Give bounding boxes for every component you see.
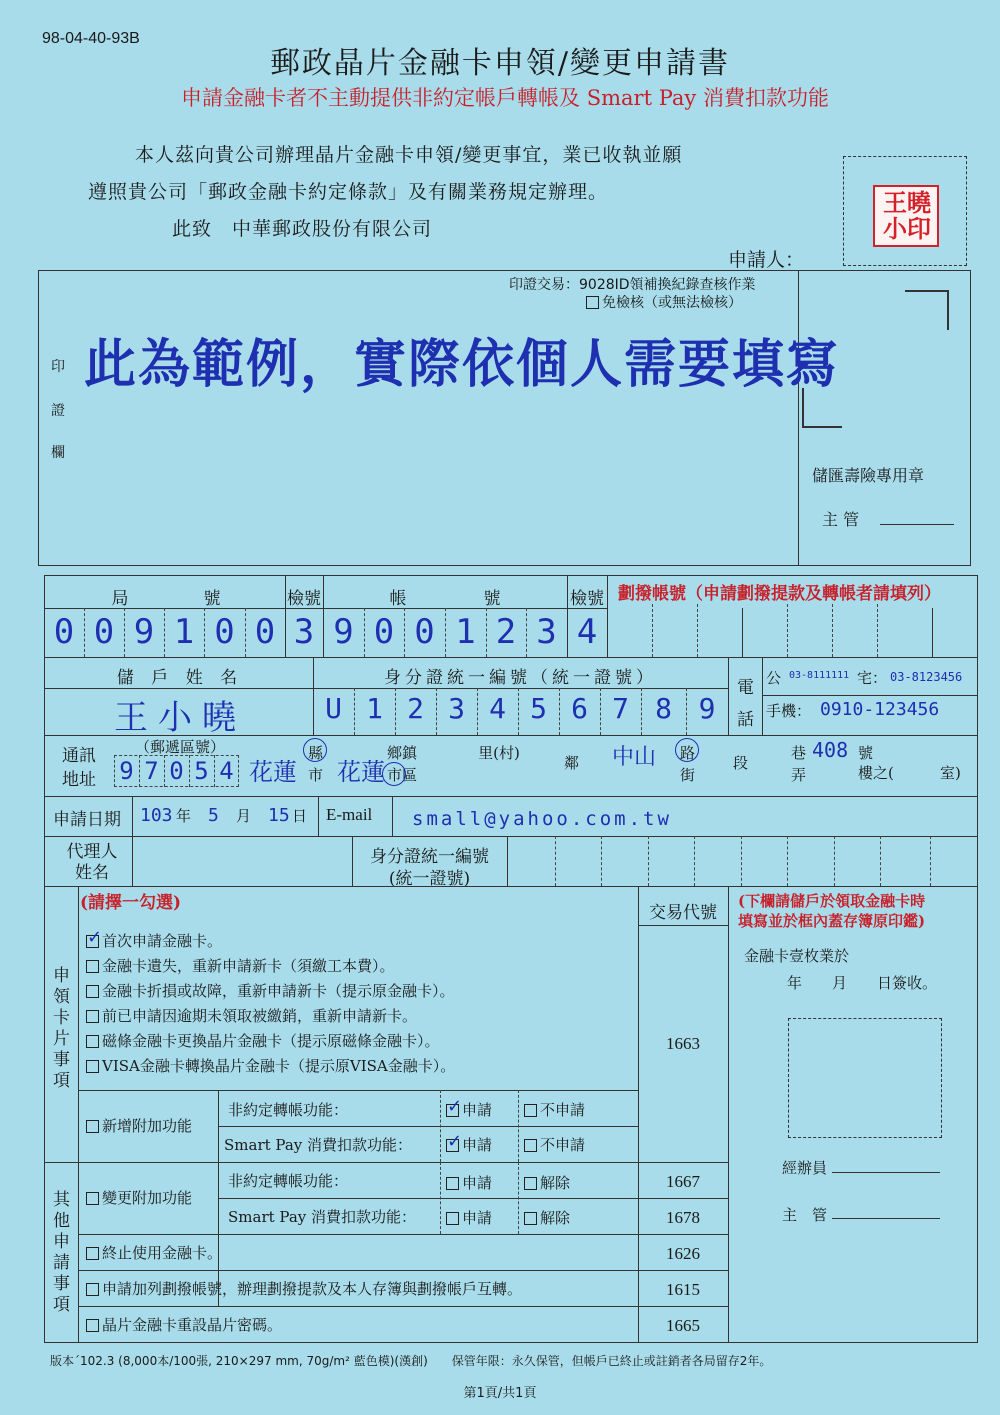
office-phone-value[interactable]: 03-8111111 xyxy=(789,670,850,681)
apply-option-4-label: 前已申請因逾期未領取被繳銷，重新申請新卡。 xyxy=(102,1007,418,1025)
change-nontransfer-apply-checkbox[interactable] xyxy=(446,1177,459,1190)
reset-label: 晶片金融卡重設晶片密碼。 xyxy=(102,1316,283,1334)
account-digit-9[interactable]: 0 xyxy=(373,612,395,652)
agent-label: 代理人姓名 xyxy=(66,842,118,883)
change-label: 變更附加功能 xyxy=(102,1189,193,1207)
panel-label-2: 證 xyxy=(51,403,65,419)
account-digit-13[interactable]: 3 xyxy=(536,612,557,652)
apply-option-1-checkbox[interactable] xyxy=(86,935,99,948)
change-option[interactable] xyxy=(86,1187,192,1208)
addon-smartpay-label: Smart Pay 消費扣款功能： xyxy=(224,1136,413,1154)
addon-option[interactable] xyxy=(86,1115,192,1136)
header-account: 帳 xyxy=(389,589,407,609)
addon-smartpay-noapply-label: 不申請 xyxy=(540,1136,586,1154)
addon-smartpay-noapply-checkbox[interactable] xyxy=(524,1139,537,1152)
zip-label: （郵遞區號） xyxy=(135,738,226,756)
lane-label: 巷弄 xyxy=(791,744,807,784)
county-circle xyxy=(303,738,327,762)
id-digit-5[interactable]: 4 xyxy=(489,692,506,725)
road-value[interactable]: 中山 xyxy=(612,745,657,770)
receipt-note-1: (下欄請儲戶於領取金融卡時 xyxy=(738,892,926,910)
mobile-label: 手機： xyxy=(766,702,812,720)
code-addtransfer: 1615 xyxy=(666,1280,700,1299)
verify-line-2 xyxy=(586,292,742,312)
print-info: 版本ˊ102.3 (8,000本/100張, 210×297 mm, 70g/m² 藍色模)(漢創) 保管年限：永久保管，但帳戶已終止或註銷者各局留存2年。 xyxy=(50,1354,772,1368)
account-digit-5[interactable]: 0 xyxy=(214,612,235,652)
date-year[interactable]: 103 xyxy=(140,805,173,826)
apply-option-5-label: 磁條金融卡更換晶片金融卡（提示原磁條金融卡）。 xyxy=(102,1032,440,1050)
office-phone-label: 公 xyxy=(766,669,782,687)
no-verify-checkbox[interactable] xyxy=(586,296,599,309)
transfer-header: 劃撥帳號（申請劃撥提款及轉帳者請填列） xyxy=(618,584,941,604)
number-label: 號 xyxy=(858,744,874,762)
id-digit-2[interactable]: 1 xyxy=(366,692,383,725)
stamp-corner-bottom xyxy=(802,388,842,428)
header-office-no: 號 xyxy=(203,589,221,609)
stamp-corner-top xyxy=(905,290,949,330)
page-title: 郵政晶片金融卡申領/變更申請書 xyxy=(269,46,731,81)
code-main: 1663 xyxy=(666,1034,700,1053)
id-digit-7[interactable]: 6 xyxy=(571,692,588,725)
form-code: 98-04-40-93B xyxy=(42,30,140,47)
applicant-label: 申請人： xyxy=(728,249,805,271)
apply-option-1-label: 首次申請金融卡。 xyxy=(102,932,223,950)
county-value[interactable]: 花蓮 xyxy=(249,758,297,786)
change-nontransfer-label: 非約定轉帳功能： xyxy=(228,1172,349,1190)
apply-option-2-checkbox[interactable] xyxy=(86,960,99,973)
addon-nontransfer-noapply-checkbox[interactable] xyxy=(524,1104,537,1117)
section-label: 段 xyxy=(733,754,749,772)
addon-nontransfer-noapply[interactable] xyxy=(524,1099,585,1120)
neighborhood-label: 鄰 xyxy=(564,754,580,772)
code-nontransfer: 1667 xyxy=(666,1172,700,1191)
email-value[interactable]: small@yahoo.com.tw xyxy=(412,808,672,830)
account-digit-12[interactable]: 2 xyxy=(495,612,517,652)
account-digit-1[interactable]: 0 xyxy=(53,612,75,652)
zip-digit-2[interactable]: 7 xyxy=(144,757,159,785)
code-terminate: 1626 xyxy=(666,1244,700,1263)
terminate-checkbox[interactable] xyxy=(86,1247,99,1260)
intro-line-3: 此致 中華郵政股份有限公司 xyxy=(172,218,433,240)
verify-line-2-text: 免檢核（或無法檢核） xyxy=(602,295,742,311)
addtransfer-label: 申請加列劃撥帳號，辦理劃撥提款及本人存簿與劃撥帳戶互轉。 xyxy=(102,1280,523,1298)
zip-digit-5[interactable]: 4 xyxy=(219,757,234,785)
village-label: 里(村) xyxy=(478,744,520,762)
address-label: 通訊地址 xyxy=(62,746,96,790)
addtransfer-checkbox[interactable] xyxy=(86,1283,99,1296)
apply-option-4[interactable] xyxy=(86,1005,417,1026)
agent-id-label-1: 身分證統一編號 xyxy=(370,847,489,867)
applicant-seal xyxy=(873,185,939,247)
receipt-line-2: 年 月 日簽收。 xyxy=(787,974,938,992)
change-smartpay-label: Smart Pay 消費扣款功能： xyxy=(228,1208,417,1226)
intro-line-2: 遵照貴公司「郵政金融卡約定條款」及有關業務規定辦理。 xyxy=(88,181,609,203)
id-label: 身分證統一編號（統一證號） xyxy=(384,668,657,688)
apply-option-4-checkbox[interactable] xyxy=(86,1010,99,1023)
seal-text: 王曉小印 xyxy=(883,189,931,243)
city-circle xyxy=(382,762,406,786)
change-smartpay-cancel-checkbox[interactable] xyxy=(524,1212,537,1225)
code-header: 交易代號 xyxy=(649,903,717,923)
account-digit-7[interactable]: 3 xyxy=(293,612,315,652)
change-smartpay-apply-checkbox[interactable] xyxy=(446,1212,459,1225)
addon-smartpay-apply-checkbox[interactable] xyxy=(446,1139,459,1152)
date-day[interactable]: 15 xyxy=(268,805,290,826)
id-digit-8[interactable]: 7 xyxy=(612,692,629,725)
id-digit-1[interactable]: U xyxy=(325,692,342,725)
floor-label: 樓之( xyxy=(858,764,894,782)
account-digit-11[interactable]: 1 xyxy=(455,612,476,652)
subtitle-notice: 申請金融卡者不主動提供非約定帳戶轉帳及 Smart Pay 消費扣款功能 xyxy=(181,86,829,110)
road-circle xyxy=(675,738,699,762)
addon-smartpay-apply-label: 申請 xyxy=(462,1136,493,1154)
apply-option-3[interactable] xyxy=(86,980,455,1001)
change-smartpay-cancel-label: 解除 xyxy=(540,1209,571,1227)
date-label: 申請日期 xyxy=(53,810,121,830)
id-digit-6[interactable]: 5 xyxy=(530,692,547,725)
addon-nontransfer-apply-checkbox[interactable] xyxy=(446,1104,459,1117)
account-digit-3[interactable]: 9 xyxy=(133,612,155,652)
panel-label-1: 印 xyxy=(51,359,65,375)
name-label: 儲 戶 姓 名 xyxy=(116,668,244,688)
account-digit-2[interactable]: 0 xyxy=(93,612,115,652)
apply-option-1[interactable] xyxy=(86,930,222,951)
addon-checkbox[interactable] xyxy=(86,1120,99,1133)
header-account-no: 號 xyxy=(483,589,501,609)
change-nontransfer-apply-label: 申請 xyxy=(462,1174,493,1192)
home-phone-value[interactable]: 03-8123456 xyxy=(890,670,963,684)
addon-nontransfer-apply[interactable] xyxy=(446,1099,492,1120)
addon-label: 新增附加功能 xyxy=(102,1117,193,1135)
account-digit-8[interactable]: 9 xyxy=(333,612,354,652)
addon-nontransfer-apply-label: 申請 xyxy=(462,1101,493,1119)
id-digit-3[interactable]: 2 xyxy=(407,692,424,725)
apply-option-5[interactable] xyxy=(86,1030,440,1051)
account-digit-6[interactable]: 0 xyxy=(254,612,276,652)
terminate-option[interactable] xyxy=(86,1242,222,1263)
choose-note: (請擇一勾選) xyxy=(80,893,182,913)
number-value[interactable]: 408 xyxy=(812,738,849,762)
reset-option[interactable] xyxy=(86,1314,282,1335)
apply-section-label: 申領卡片事項 xyxy=(53,966,70,1091)
header-office: 局 xyxy=(111,589,129,609)
town-suffix: 鄉鎮市區 xyxy=(387,744,418,784)
change-nontransfer-cancel-checkbox[interactable] xyxy=(524,1177,537,1190)
change-checkbox[interactable] xyxy=(86,1192,99,1205)
account-digit-4[interactable]: 1 xyxy=(173,612,195,652)
road-suffix: 路街 xyxy=(680,744,696,784)
addon-smartpay-noapply[interactable] xyxy=(524,1134,585,1155)
date-year-unit: 年 xyxy=(176,807,192,825)
city-value[interactable]: 花蓮 xyxy=(337,758,385,786)
zip-digit-1[interactable]: 9 xyxy=(119,757,134,785)
verify-line-1: 印證交易：9028ID領補換紀錄查核作業 xyxy=(509,277,756,293)
addon-nontransfer-label: 非約定轉帳功能： xyxy=(228,1101,349,1119)
change-smartpay-cancel[interactable] xyxy=(524,1207,570,1228)
home-phone-label: 宅： xyxy=(857,669,888,687)
code-smartpay: 1678 xyxy=(666,1208,700,1227)
zip-digit-3[interactable]: 0 xyxy=(169,757,184,785)
receipt-line-1: 金融卡壹枚業於 xyxy=(744,947,850,965)
addon-smartpay-apply[interactable] xyxy=(446,1134,492,1155)
id-digit-9[interactable]: 8 xyxy=(655,692,672,725)
apply-option-2[interactable] xyxy=(86,955,395,976)
panel-supervisor-label: 主 管 xyxy=(822,510,860,529)
sample-note: 此為範例，實際依個人需要填寫 xyxy=(84,334,841,395)
other-section-label: 其他申請事項 xyxy=(53,1190,70,1315)
receipt-clerk-label: 經辦員 xyxy=(782,1159,828,1177)
change-nontransfer-apply[interactable] xyxy=(446,1172,492,1193)
date-month-unit: 月 xyxy=(236,807,252,825)
change-smartpay-apply[interactable] xyxy=(446,1207,492,1228)
account-digit-14[interactable]: 4 xyxy=(576,612,598,652)
phone-label: 電話 xyxy=(737,678,754,730)
header-check-2: 檢號 xyxy=(570,589,604,609)
apply-option-6-label: VISA金融卡轉換晶片金融卡（提示原VISA金融卡）。 xyxy=(102,1057,456,1075)
code-reset: 1665 xyxy=(666,1316,700,1335)
name-value[interactable]: 王小曉 xyxy=(114,698,246,738)
panel-label-3: 欄 xyxy=(51,445,65,461)
apply-option-3-label: 金融卡折損或故障，重新申請新卡（提示原金融卡）。 xyxy=(102,982,455,1000)
change-nontransfer-cancel[interactable] xyxy=(524,1172,570,1193)
receipt-note-2: 填寫並於框內蓋存簿原印鑑) xyxy=(738,912,926,930)
apply-option-2-label: 金融卡遺失，重新申請新卡（須繳工本費）。 xyxy=(102,957,395,975)
reset-checkbox[interactable] xyxy=(86,1319,99,1332)
apply-option-6[interactable] xyxy=(86,1055,455,1076)
id-digit-10[interactable]: 9 xyxy=(698,692,716,725)
receipt-supervisor-label: 主 管 xyxy=(782,1206,828,1224)
mobile-value[interactable]: 0910-123456 xyxy=(820,699,940,720)
addtransfer-option[interactable] xyxy=(86,1278,522,1299)
date-day-unit: 日 xyxy=(292,807,308,825)
receipt-seal-box xyxy=(788,1018,942,1138)
stamp-label: 儲匯壽險專用章 xyxy=(812,466,925,485)
apply-option-3-checkbox[interactable] xyxy=(86,985,99,998)
email-label: E-mail xyxy=(326,805,373,824)
page-number: 第1頁/共1頁 xyxy=(463,1386,537,1401)
change-smartpay-apply-label: 申請 xyxy=(462,1209,493,1227)
date-month[interactable]: 5 xyxy=(208,805,219,826)
header-check-1: 檢號 xyxy=(287,589,321,609)
id-digit-4[interactable]: 3 xyxy=(448,692,465,725)
apply-option-6-checkbox[interactable] xyxy=(86,1060,99,1073)
zip-digit-4[interactable]: 5 xyxy=(194,757,209,785)
terminate-label: 終止使用金融卡。 xyxy=(102,1244,223,1262)
addon-nontransfer-noapply-label: 不申請 xyxy=(540,1101,586,1119)
room-label: 室) xyxy=(940,764,961,782)
apply-option-5-checkbox[interactable] xyxy=(86,1035,99,1048)
change-nontransfer-cancel-label: 解除 xyxy=(540,1174,571,1192)
account-digit-10[interactable]: 0 xyxy=(414,612,435,652)
county-suffix: 縣市 xyxy=(308,744,324,784)
intro-line-1: 本人茲向貴公司辦理晶片金融卡申領/變更事宜，業已收執並願 xyxy=(135,144,683,166)
agent-id-label-2: (統一證號) xyxy=(388,869,471,889)
